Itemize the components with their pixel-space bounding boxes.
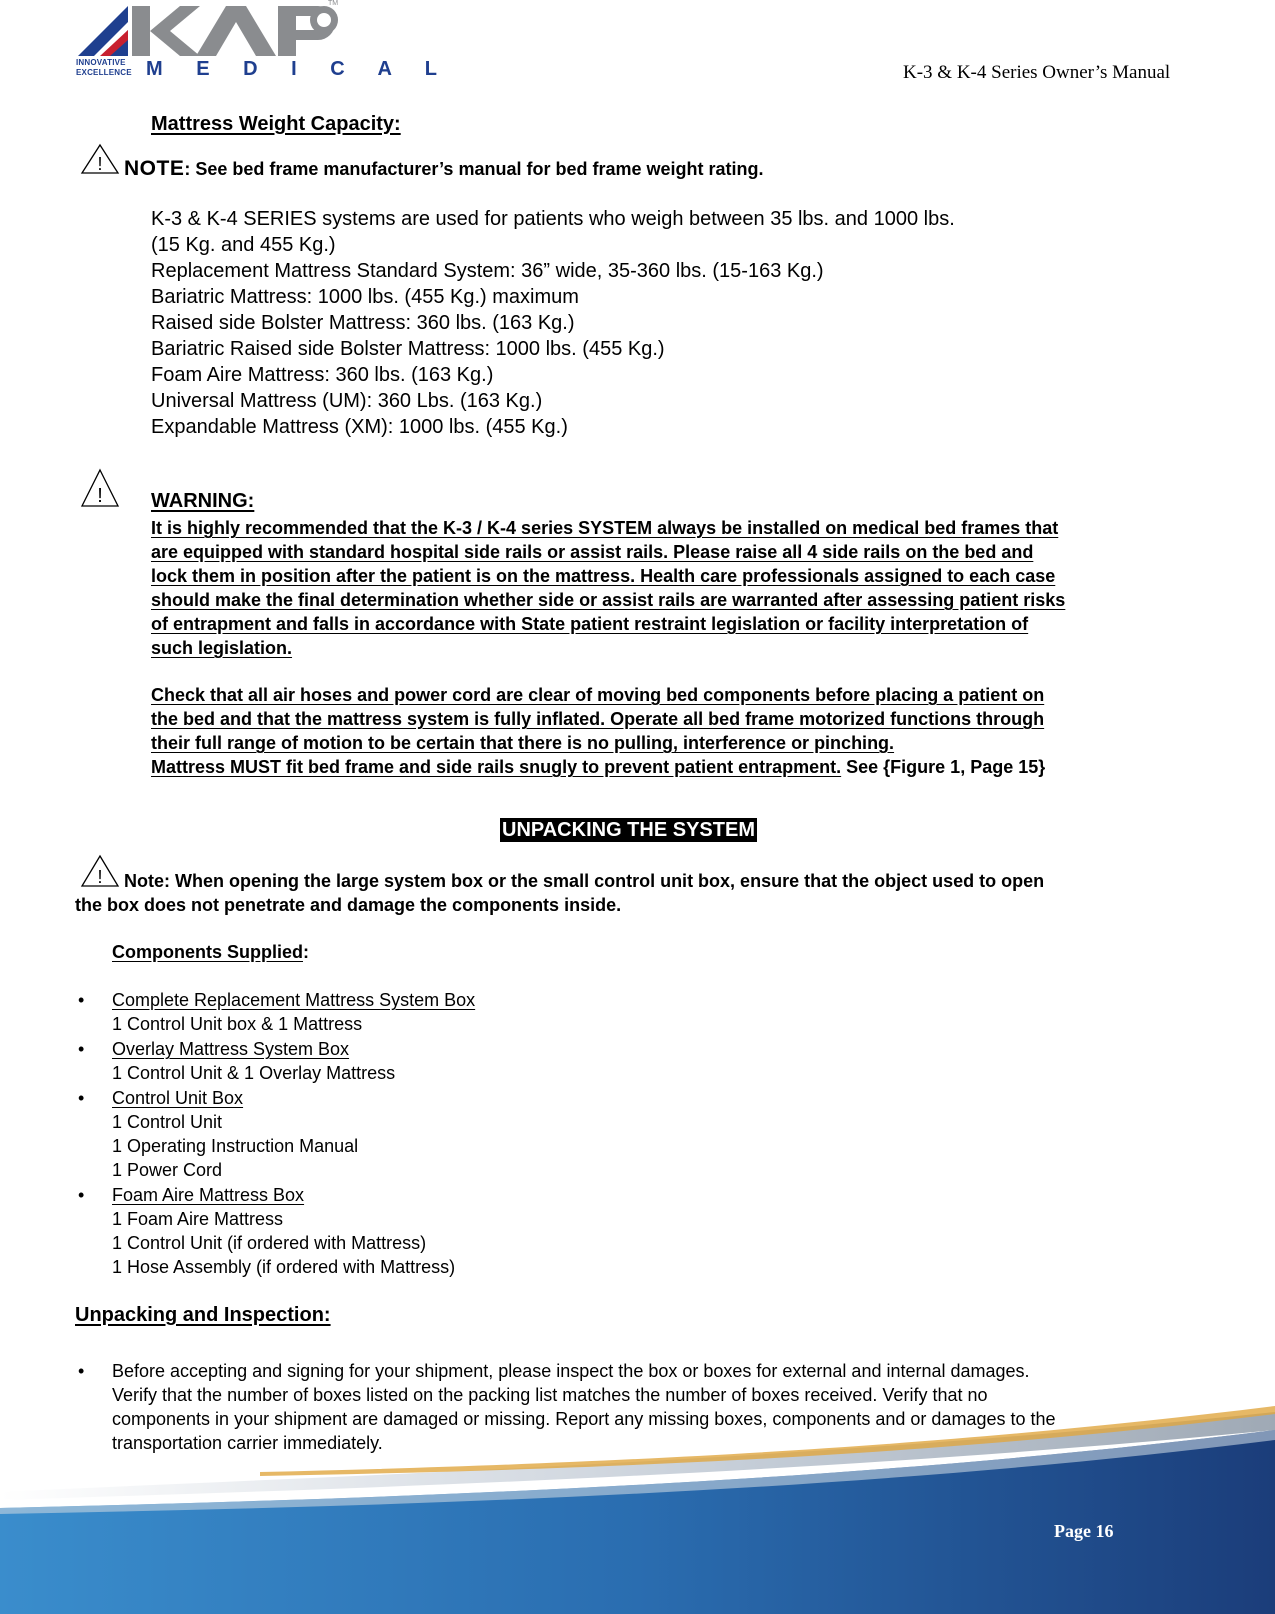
warning-paragraph-hoses <box>151 683 1045 779</box>
page-number: Page 16 <box>1054 1521 1114 1541</box>
logo-tm: TM <box>328 0 339 7</box>
note-label: NOTE <box>124 157 185 180</box>
bed-frame-note <box>124 157 763 181</box>
warning-line: the bed and that the mattress system is fully inflated. Operate all bed frame motorized functions through <box>151 709 1045 729</box>
warning-line: of entrapment and falls in accordance with State patient restraint legislation or facility interpretation of <box>151 614 1029 634</box>
mattress-fit-warning: Mattress MUST fit bed frame and side rails snugly to prevent patient entrapment. <box>151 757 842 777</box>
weight-line: Replacement Mattress Standard System: 36” wide, 35-360 lbs. (15-163 Kg.) <box>151 260 824 282</box>
weight-line: K-3 & K-4 SERIES systems are used for patients who weigh between 35 lbs. and 1000 lbs. <box>151 208 955 230</box>
warning-paragraph-rails <box>151 516 1065 660</box>
components-heading <box>112 942 309 963</box>
weight-line: Expandable Mattress (XM): 1000 lbs. (455 Kg.) <box>151 416 568 438</box>
warning-triangle-icon <box>80 468 120 508</box>
warning-line: lock them in position after the patient is on the mattress. Health care professionals assigned to each case <box>151 566 1056 586</box>
component-title: Foam Aire Mattress Box <box>112 1185 305 1205</box>
figure-reference: See {Figure 1, Page 15} <box>841 757 1046 777</box>
component-line: 1 Control Unit (if ordered with Mattress) <box>112 1233 427 1253</box>
inspection-heading: Unpacking and Inspection: <box>75 1304 331 1326</box>
logo-innovative: INNOVATIVE <box>76 58 126 67</box>
warning-triangle-icon <box>80 143 120 175</box>
warning-line: Check that all air hoses and power cord are clear of moving bed components before placing a patient on <box>151 685 1045 705</box>
svg-text:!: ! <box>97 154 103 174</box>
inspection-line: components in your shipment are damaged or missing. Report any missing boxes, components and or damages to the <box>112 1409 1056 1429</box>
note-text: : See bed frame manufacturer’s manual for bed frame weight rating. <box>184 159 764 179</box>
warning-line: are equipped with standard hospital side rails or assist rails. Please raise all 4 side rails on the bed and <box>151 542 1034 562</box>
component-line: 1 Operating Instruction Manual <box>112 1136 359 1156</box>
component-line: 1 Control Unit & 1 Overlay Mattress <box>112 1063 396 1083</box>
component-line: 1 Power Cord <box>112 1160 223 1180</box>
weight-line: (15 Kg. and 455 Kg.) <box>151 234 336 256</box>
bullet-icon: • <box>78 1039 85 1059</box>
inspection-line: Before accepting and signing for your shipment, please inspect the box or boxes for external and internal damages. <box>112 1361 1030 1381</box>
warning-fit-line <box>151 755 1045 779</box>
bullet-icon: • <box>78 1361 85 1381</box>
inspection-line: Verify that the number of boxes listed on the packing list matches the number of boxes received. Verify that no <box>112 1385 988 1405</box>
component-line: 1 Control Unit box & 1 Mattress <box>112 1014 363 1034</box>
warning-line: should make the final determination whether side or assist rails are warranted after assessing patient risks <box>151 590 1066 610</box>
component-line: 1 Control Unit <box>112 1112 223 1132</box>
component-line: 1 Hose Assembly (if ordered with Mattress) <box>112 1257 456 1277</box>
components-heading-label: Components Supplied <box>112 942 303 962</box>
warning-line: It is highly recommended that the K-3 / K-4 series SYSTEM always be installed on medical bed frames that <box>151 518 1059 538</box>
weight-capacity-list <box>151 206 955 440</box>
weight-line: Foam Aire Mattress: 360 lbs. (163 Kg.) <box>151 364 494 386</box>
warning-line: their full range of motion to be certain that there is no pulling, interference or pinching. <box>151 733 895 753</box>
weight-capacity-heading: Mattress Weight Capacity: <box>151 113 401 135</box>
svg-text:!: ! <box>97 867 103 887</box>
unpacking-heading-label: UNPACKING THE SYSTEM <box>502 819 755 841</box>
logo-medical: M E D I C A L <box>146 58 451 80</box>
warning-heading: WARNING: <box>151 490 255 512</box>
box-opening-note-line1: Note: When opening the large system box or the small control unit box, ensure that the object used to open <box>124 871 1045 891</box>
svg-text:!: ! <box>97 485 103 507</box>
bullet-icon: • <box>78 1185 85 1205</box>
footer-swoosh-graphic <box>0 1400 1275 1614</box>
weight-line: Universal Mattress (UM): 360 Lbs. (163 Kg.) <box>151 390 543 412</box>
inspection-line: transportation carrier immediately. <box>112 1433 383 1453</box>
bullet-icon: • <box>78 1088 85 1108</box>
unpacking-heading <box>500 819 757 842</box>
warning-triangle-icon <box>80 854 120 888</box>
warning-line: such legislation. <box>151 638 293 658</box>
weight-line: Bariatric Mattress: 1000 lbs. (455 Kg.) maximum <box>151 286 579 308</box>
weight-line: Bariatric Raised side Bolster Mattress: 1000 lbs. (455 Kg.) <box>151 338 665 360</box>
box-opening-note-line2: the box does not penetrate and damage the components inside. <box>75 895 622 915</box>
component-title: Overlay Mattress System Box <box>112 1039 350 1059</box>
components-heading-colon: : <box>303 942 309 962</box>
company-logo <box>76 0 451 82</box>
component-title: Control Unit Box <box>112 1088 244 1108</box>
weight-line: Raised side Bolster Mattress: 360 lbs. (163 Kg.) <box>151 312 575 334</box>
component-line: 1 Foam Aire Mattress <box>112 1209 284 1229</box>
document-title: K-3 & K-4 Series Owner’s Manual <box>903 62 1171 83</box>
logo-excellence: EXCELLENCE <box>76 68 132 77</box>
component-title: Complete Replacement Mattress System Box <box>112 990 476 1010</box>
bullet-icon: • <box>78 990 85 1010</box>
